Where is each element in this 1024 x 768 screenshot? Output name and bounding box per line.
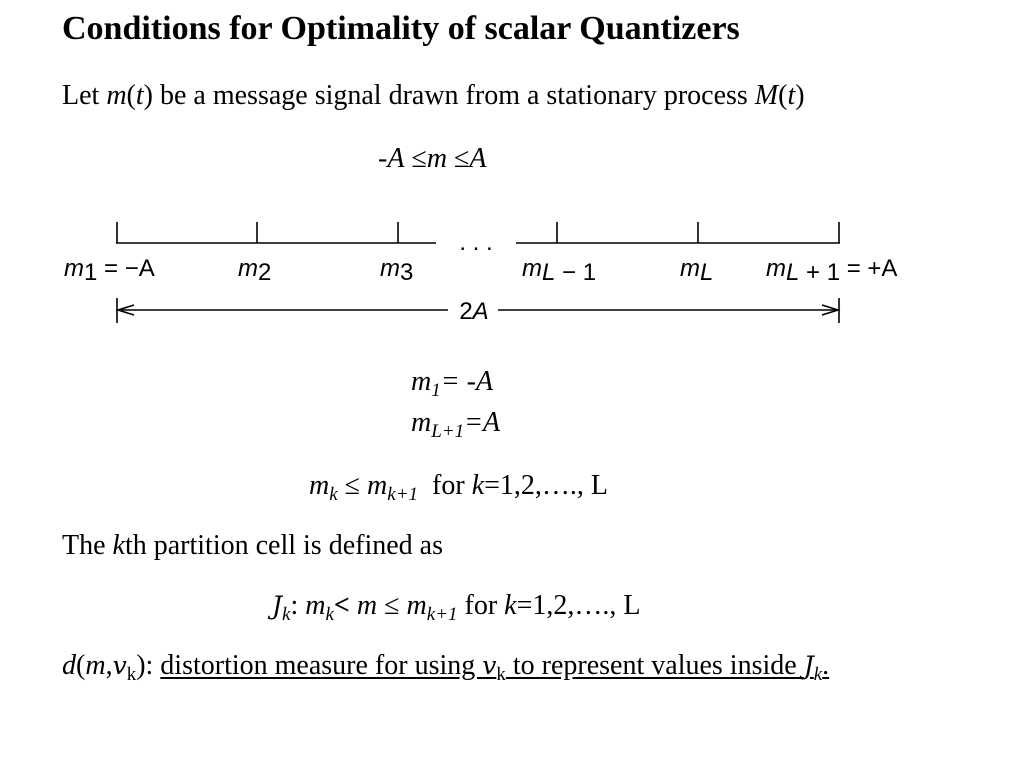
dist-text2: to represent values inside <box>505 650 804 681</box>
range-minus: - <box>378 143 388 174</box>
partition-equation <box>272 590 641 625</box>
mL1-sub: L+1 <box>431 421 465 442</box>
label-mL-minus-1: mL − 1 <box>522 255 597 286</box>
pe-k2: k <box>325 604 334 625</box>
range-A-left: A <box>387 143 405 174</box>
label-mL-plus-1: mL + 1 = +A <box>766 255 898 286</box>
intro-line <box>62 80 805 112</box>
distortion-definition <box>62 650 830 685</box>
dist-v: v <box>112 651 127 680</box>
ord-for: for <box>432 470 472 501</box>
ord-kvar: k <box>471 470 485 501</box>
intro-t-2: t <box>787 80 796 111</box>
ord-range: =1,2,…., L <box>484 470 609 501</box>
span-label: 2A <box>459 298 489 325</box>
part-k: k <box>112 530 125 561</box>
pe-kvar: k <box>504 590 517 621</box>
m1-sub: 1 <box>431 380 441 401</box>
ordering-equation <box>309 470 609 505</box>
slide-title: Conditions for Optimality of scalar Quantizers <box>62 10 740 47</box>
range-le-2: ≤ <box>454 143 470 174</box>
part-prefix: The <box>62 530 113 561</box>
dist-open: ( <box>76 650 86 681</box>
intro-t: t <box>135 80 144 111</box>
dist-close: ): <box>136 650 161 681</box>
boundary-eq-2 <box>411 407 501 442</box>
pe-mk: m <box>305 590 326 621</box>
intro-paren-close-2: ) <box>795 80 805 111</box>
ord-k: k <box>329 484 338 505</box>
pe-range: =1,2,…., L <box>516 590 641 621</box>
pe-k: k <box>282 604 291 625</box>
intro-M: M <box>754 80 779 111</box>
dist-J: J <box>803 651 814 680</box>
pe-mk1: m <box>406 590 427 621</box>
dist-m: m <box>85 650 106 681</box>
range-A-right: A <box>469 143 487 174</box>
m1-base: m <box>411 366 432 397</box>
pe-for: for <box>464 590 505 621</box>
range-equation <box>378 143 487 175</box>
partition-text <box>62 530 443 562</box>
intro-middle: be a message signal drawn from a stationary process <box>152 80 755 111</box>
ord-le: ≤ <box>344 470 361 501</box>
range-m: m <box>426 143 448 174</box>
dist-k: k <box>126 664 137 685</box>
part-suffix: th partition cell is defined as <box>124 530 443 561</box>
mL1-base: m <box>411 407 432 438</box>
partition-diagram <box>0 210 1024 330</box>
ord-k1: k+1 <box>387 484 419 505</box>
dist-k2: k <box>496 664 506 685</box>
range-le-1: ≤ <box>411 143 427 174</box>
label-m1: m1 = −A <box>64 255 155 286</box>
intro-paren-open: ( <box>126 80 136 111</box>
boundary-eq-1 <box>411 366 494 401</box>
m1-rest: = -A <box>440 366 494 397</box>
mL1-rest: =A <box>464 407 501 438</box>
dist-k3: k <box>813 664 823 685</box>
pe-m: m <box>356 590 378 621</box>
ord-mk: m <box>309 470 330 501</box>
dist-d: d <box>62 650 76 681</box>
label-mL: mL <box>680 255 714 286</box>
dist-text1: distortion measure for using <box>160 650 483 681</box>
intro-paren-open-2: ( <box>778 80 788 111</box>
label-m3: m3 <box>380 255 414 286</box>
pe-k1: k+1 <box>426 604 458 625</box>
pe-lt: < <box>333 590 350 621</box>
pe-colon: : <box>290 590 306 621</box>
intro-m: m <box>106 80 127 111</box>
intro-paren-close: ) <box>143 80 153 111</box>
pe-le: ≤ <box>384 590 400 621</box>
dist-comma: , <box>105 650 113 681</box>
ord-mk1: m <box>367 470 388 501</box>
dist-v2: v <box>482 651 497 680</box>
label-m2: m2 <box>238 255 272 286</box>
dist-description <box>160 650 830 685</box>
intro-prefix: Let <box>62 80 107 111</box>
axis-dots: . . . <box>459 229 493 256</box>
pe-J: J <box>272 591 283 620</box>
dist-end: . <box>822 650 830 681</box>
